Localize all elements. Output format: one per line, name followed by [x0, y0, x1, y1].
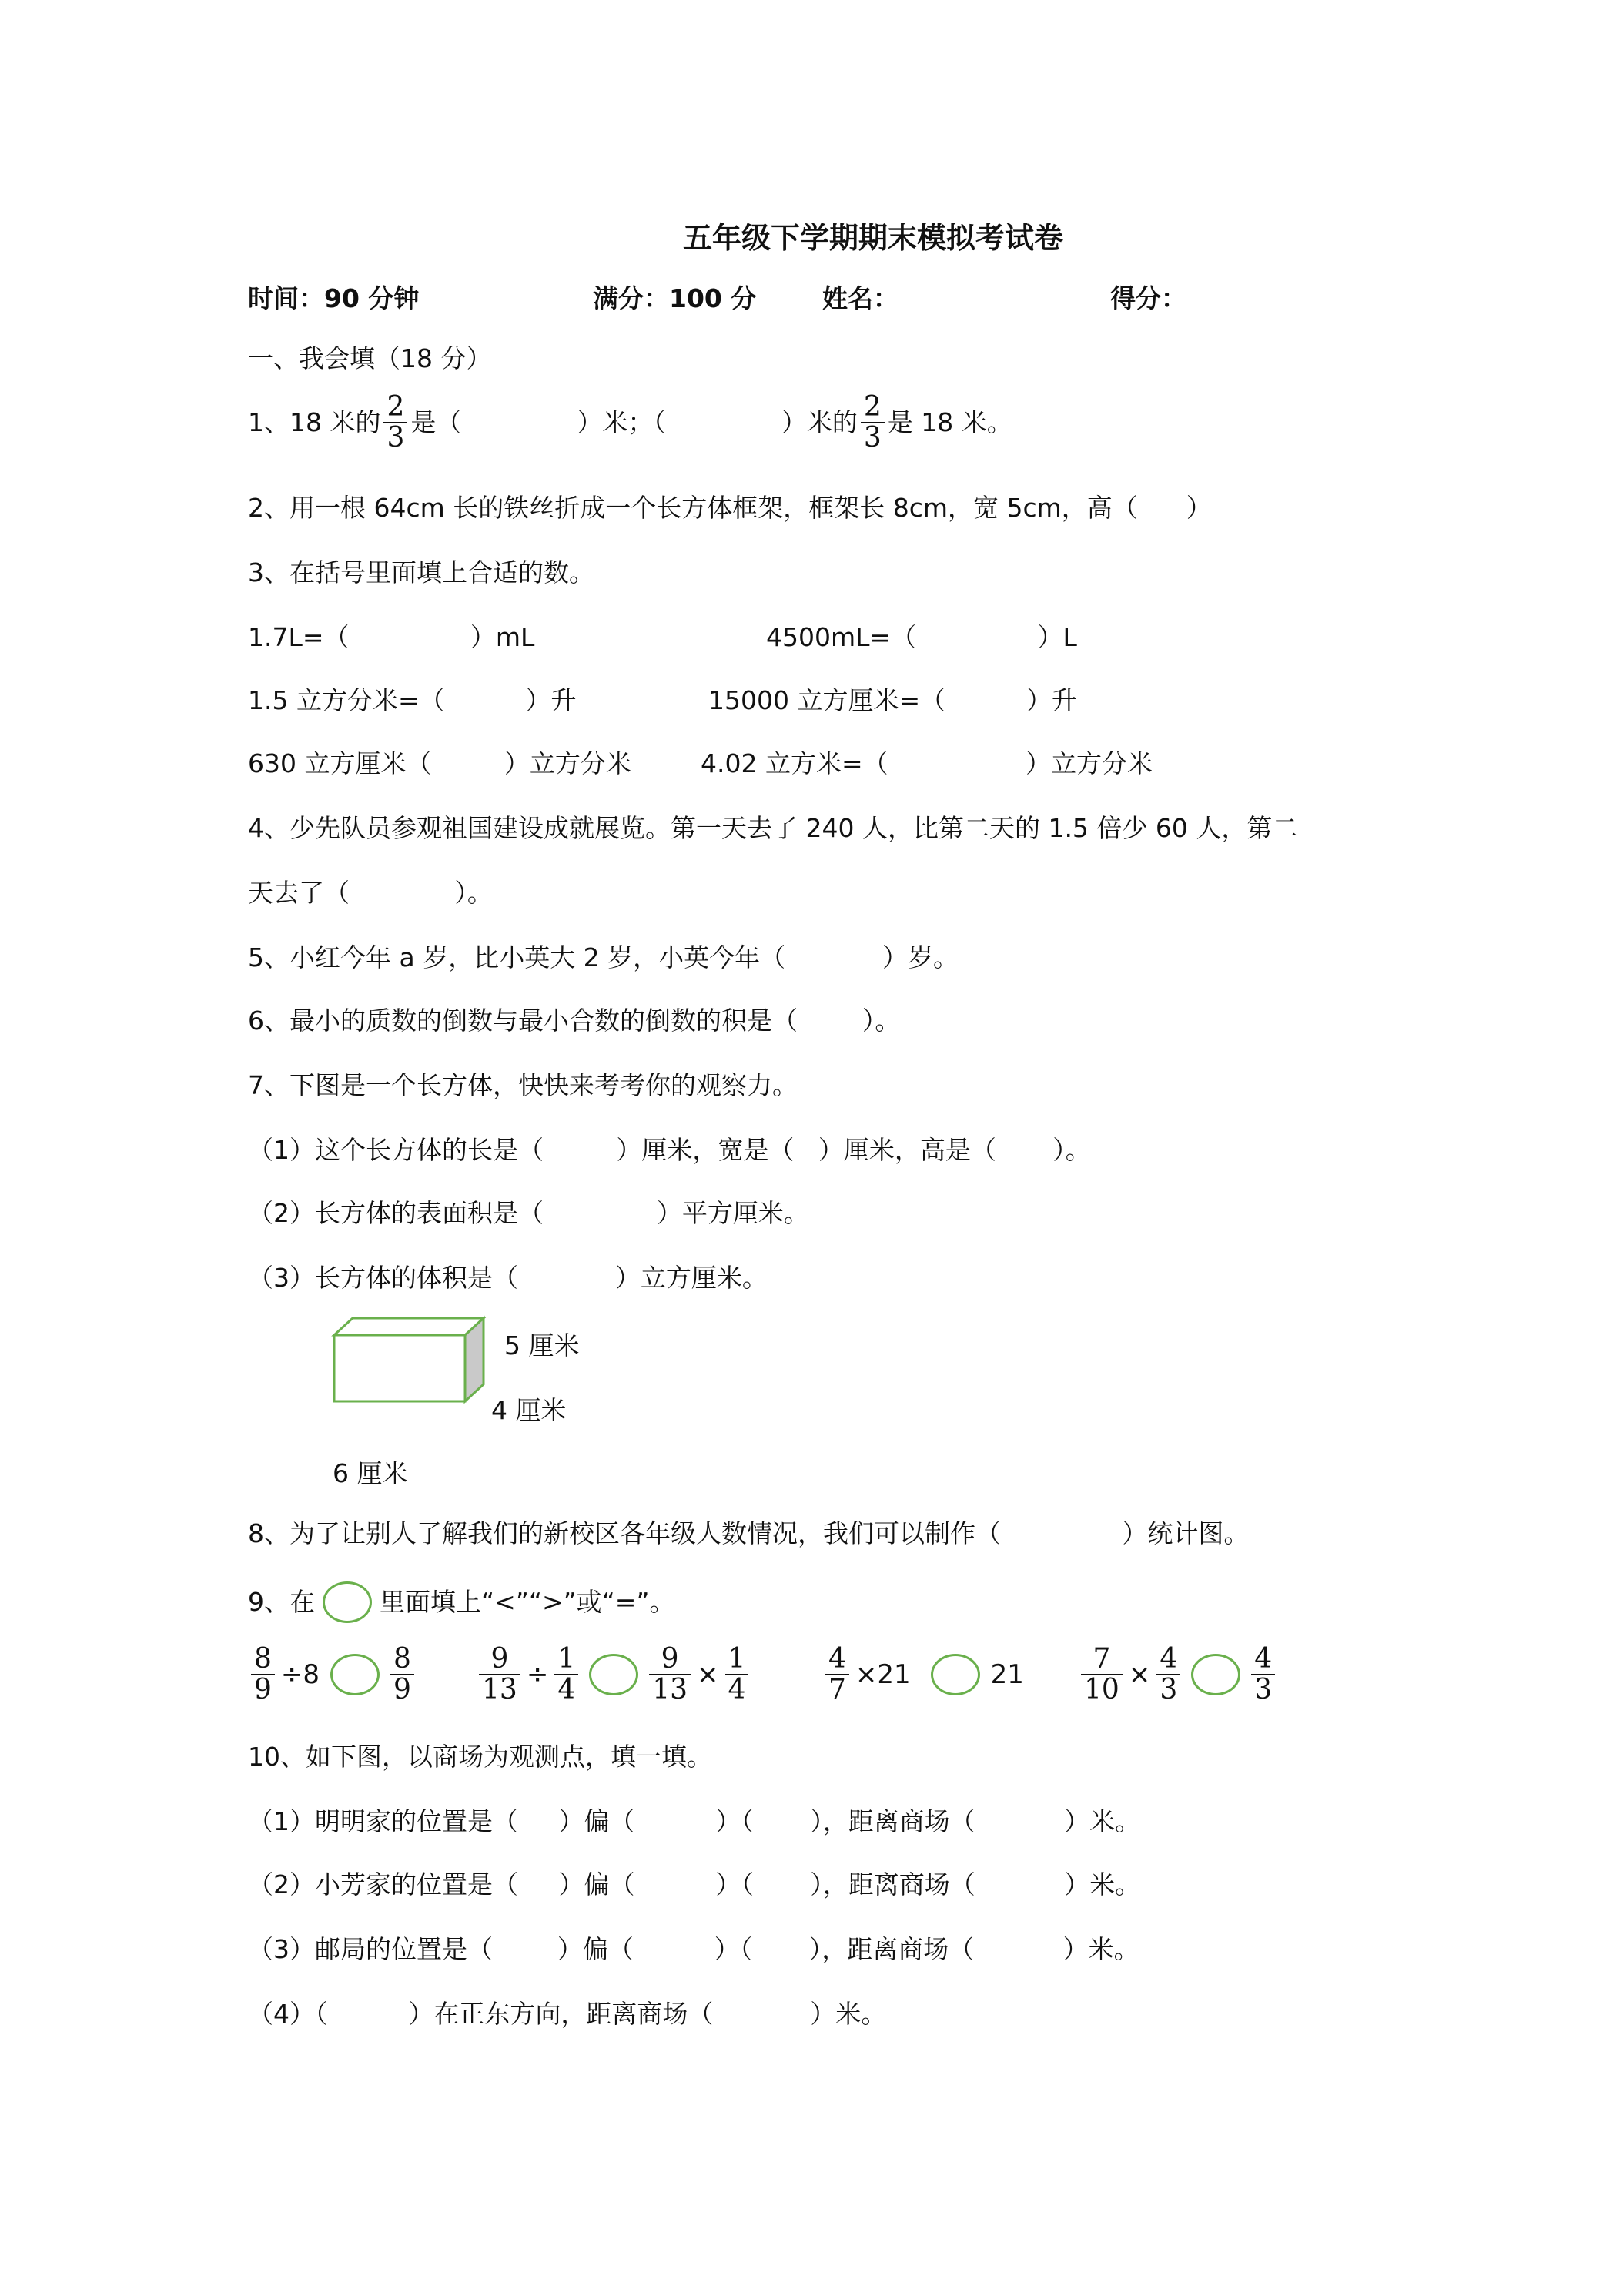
q1-text-b: 是（	[410, 407, 462, 437]
q9-item-2	[476, 1632, 751, 1717]
operator: ÷	[526, 1659, 549, 1690]
operator: ×	[1128, 1659, 1151, 1690]
question-2: 2、用一根 64cm 长的铁丝折成一个长方体框架，框架长 8cm，宽 5cm，高（ ）	[248, 493, 1212, 523]
cuboid-top-face	[334, 1318, 484, 1335]
question-6: 6、最小的质数的倒数与最小合数的倒数的积是（ ）。	[248, 1006, 901, 1036]
page-title: 五年级下学期期末模拟考试卷	[682, 221, 1063, 255]
operand: 21	[990, 1659, 1024, 1690]
q9-text-a: 9、在	[248, 1587, 315, 1617]
answer-circle[interactable]	[931, 1654, 980, 1695]
student-name-label: 姓名：	[822, 283, 899, 313]
fraction: 4 3	[1251, 1645, 1275, 1705]
answer-circle[interactable]	[589, 1654, 638, 1695]
fraction: 8 9	[390, 1645, 414, 1705]
operator: ×21	[855, 1659, 911, 1690]
question-7: 7、下图是一个长方体，快快来考考你的观察力。	[248, 1070, 798, 1100]
fraction: 2 3	[861, 393, 885, 453]
q3-row-3-a: 630 立方厘米（ ）立方分米	[248, 748, 631, 778]
q7-sub-2: （2）长方体的表面积是（ ）平方厘米。	[248, 1198, 809, 1228]
fraction: 7 10	[1081, 1645, 1123, 1705]
cuboid-length-label: 6 厘米	[333, 1458, 408, 1488]
q3-row-2-b: 15000 立方厘米=（ ）升	[708, 685, 1078, 715]
q7-sub-1: （1）这个长方体的长是（ ）厘米，宽是（ ）厘米，高是（ ）。	[248, 1135, 1091, 1165]
answer-circle[interactable]	[330, 1654, 380, 1695]
question-4-line-2: 天去了（ ）。	[248, 878, 493, 908]
cuboid-width-label: 4 厘米	[491, 1395, 567, 1425]
q3-row-1-b: 4500mL=（ ）L	[766, 622, 1077, 652]
cuboid-height-label: 5 厘米	[504, 1330, 580, 1361]
q3-row-1-a: 1.7L=（ ）mL	[248, 622, 535, 652]
operator: ÷8	[280, 1659, 320, 1690]
q9-item-4	[1078, 1632, 1278, 1717]
question-8: 8、为了让别人了解我们的新校区各年级人数情况，我们可以制作（ ）统计图。	[248, 1518, 1250, 1548]
fraction: 9 13	[649, 1645, 691, 1705]
question-5: 5、小红今年 a 岁，比小英大 2 岁，小英今年（ ）岁。	[248, 942, 959, 972]
cuboid-front-face	[334, 1335, 465, 1401]
fraction: 8 9	[251, 1645, 275, 1705]
score-label: 得分：	[1110, 283, 1186, 313]
q9-item-1	[248, 1632, 417, 1717]
q10-sub-4: （4）（ ）在正东方向，距离商场（ ）米。	[248, 1999, 887, 2029]
fraction: 1 4	[554, 1645, 578, 1705]
fraction: 4 3	[1156, 1645, 1180, 1705]
q7-sub-3: （3）长方体的体积是（ ）立方厘米。	[248, 1263, 768, 1293]
q3-row-3-b: 4.02 立方米=（ ）立方分米	[701, 748, 1153, 778]
fraction: 9 13	[479, 1645, 520, 1705]
q1-text-c: ）米；（	[577, 407, 666, 437]
question-3: 3、在括号里面填上合适的数。	[248, 557, 594, 587]
answer-circle[interactable]	[1191, 1654, 1240, 1695]
q10-sub-3: （3）邮局的位置是（ ）偏（ ）（ ），距离商场（ ）米。	[248, 1934, 1139, 1964]
fraction: 2 3	[383, 393, 407, 453]
q1-text-a: 1、18 米的	[248, 407, 381, 437]
operator: ×	[697, 1659, 719, 1690]
answer-circle[interactable]	[323, 1581, 372, 1623]
cuboid-figure	[323, 1309, 500, 1409]
q9-item-3	[822, 1632, 1027, 1717]
question-4-line-1: 4、少先队员参观祖国建设成就展览。第一天去了 240 人，比第二天的 1.5 倍少 60 人，第二	[248, 813, 1298, 843]
fraction: 4 7	[825, 1645, 849, 1705]
exam-time: 时间：90 分钟	[248, 283, 420, 313]
section-heading: 一、我会填（18 分）	[248, 343, 492, 373]
q9-text-b: 里面填上“<”“>”或“=”。	[380, 1587, 675, 1617]
q3-row-2-a: 1.5 立方分米=（ ）升	[248, 685, 577, 715]
q1-text-e: 是 18 米。	[887, 407, 1012, 437]
q1-text-d: ）米的	[781, 407, 858, 437]
question-10: 10、如下图，以商场为观测点，填一填。	[248, 1742, 712, 1772]
exam-full-score: 满分：100 分	[593, 283, 757, 313]
fraction: 1 4	[725, 1645, 749, 1705]
question-1	[248, 393, 1012, 453]
q10-sub-2: （2）小芳家的位置是（ ）偏（ ）（ ），距离商场（ ）米。	[248, 1869, 1141, 1899]
question-9	[248, 1581, 675, 1623]
q10-sub-1: （1）明明家的位置是（ ）偏（ ）（ ），距离商场（ ）米。	[248, 1806, 1141, 1836]
